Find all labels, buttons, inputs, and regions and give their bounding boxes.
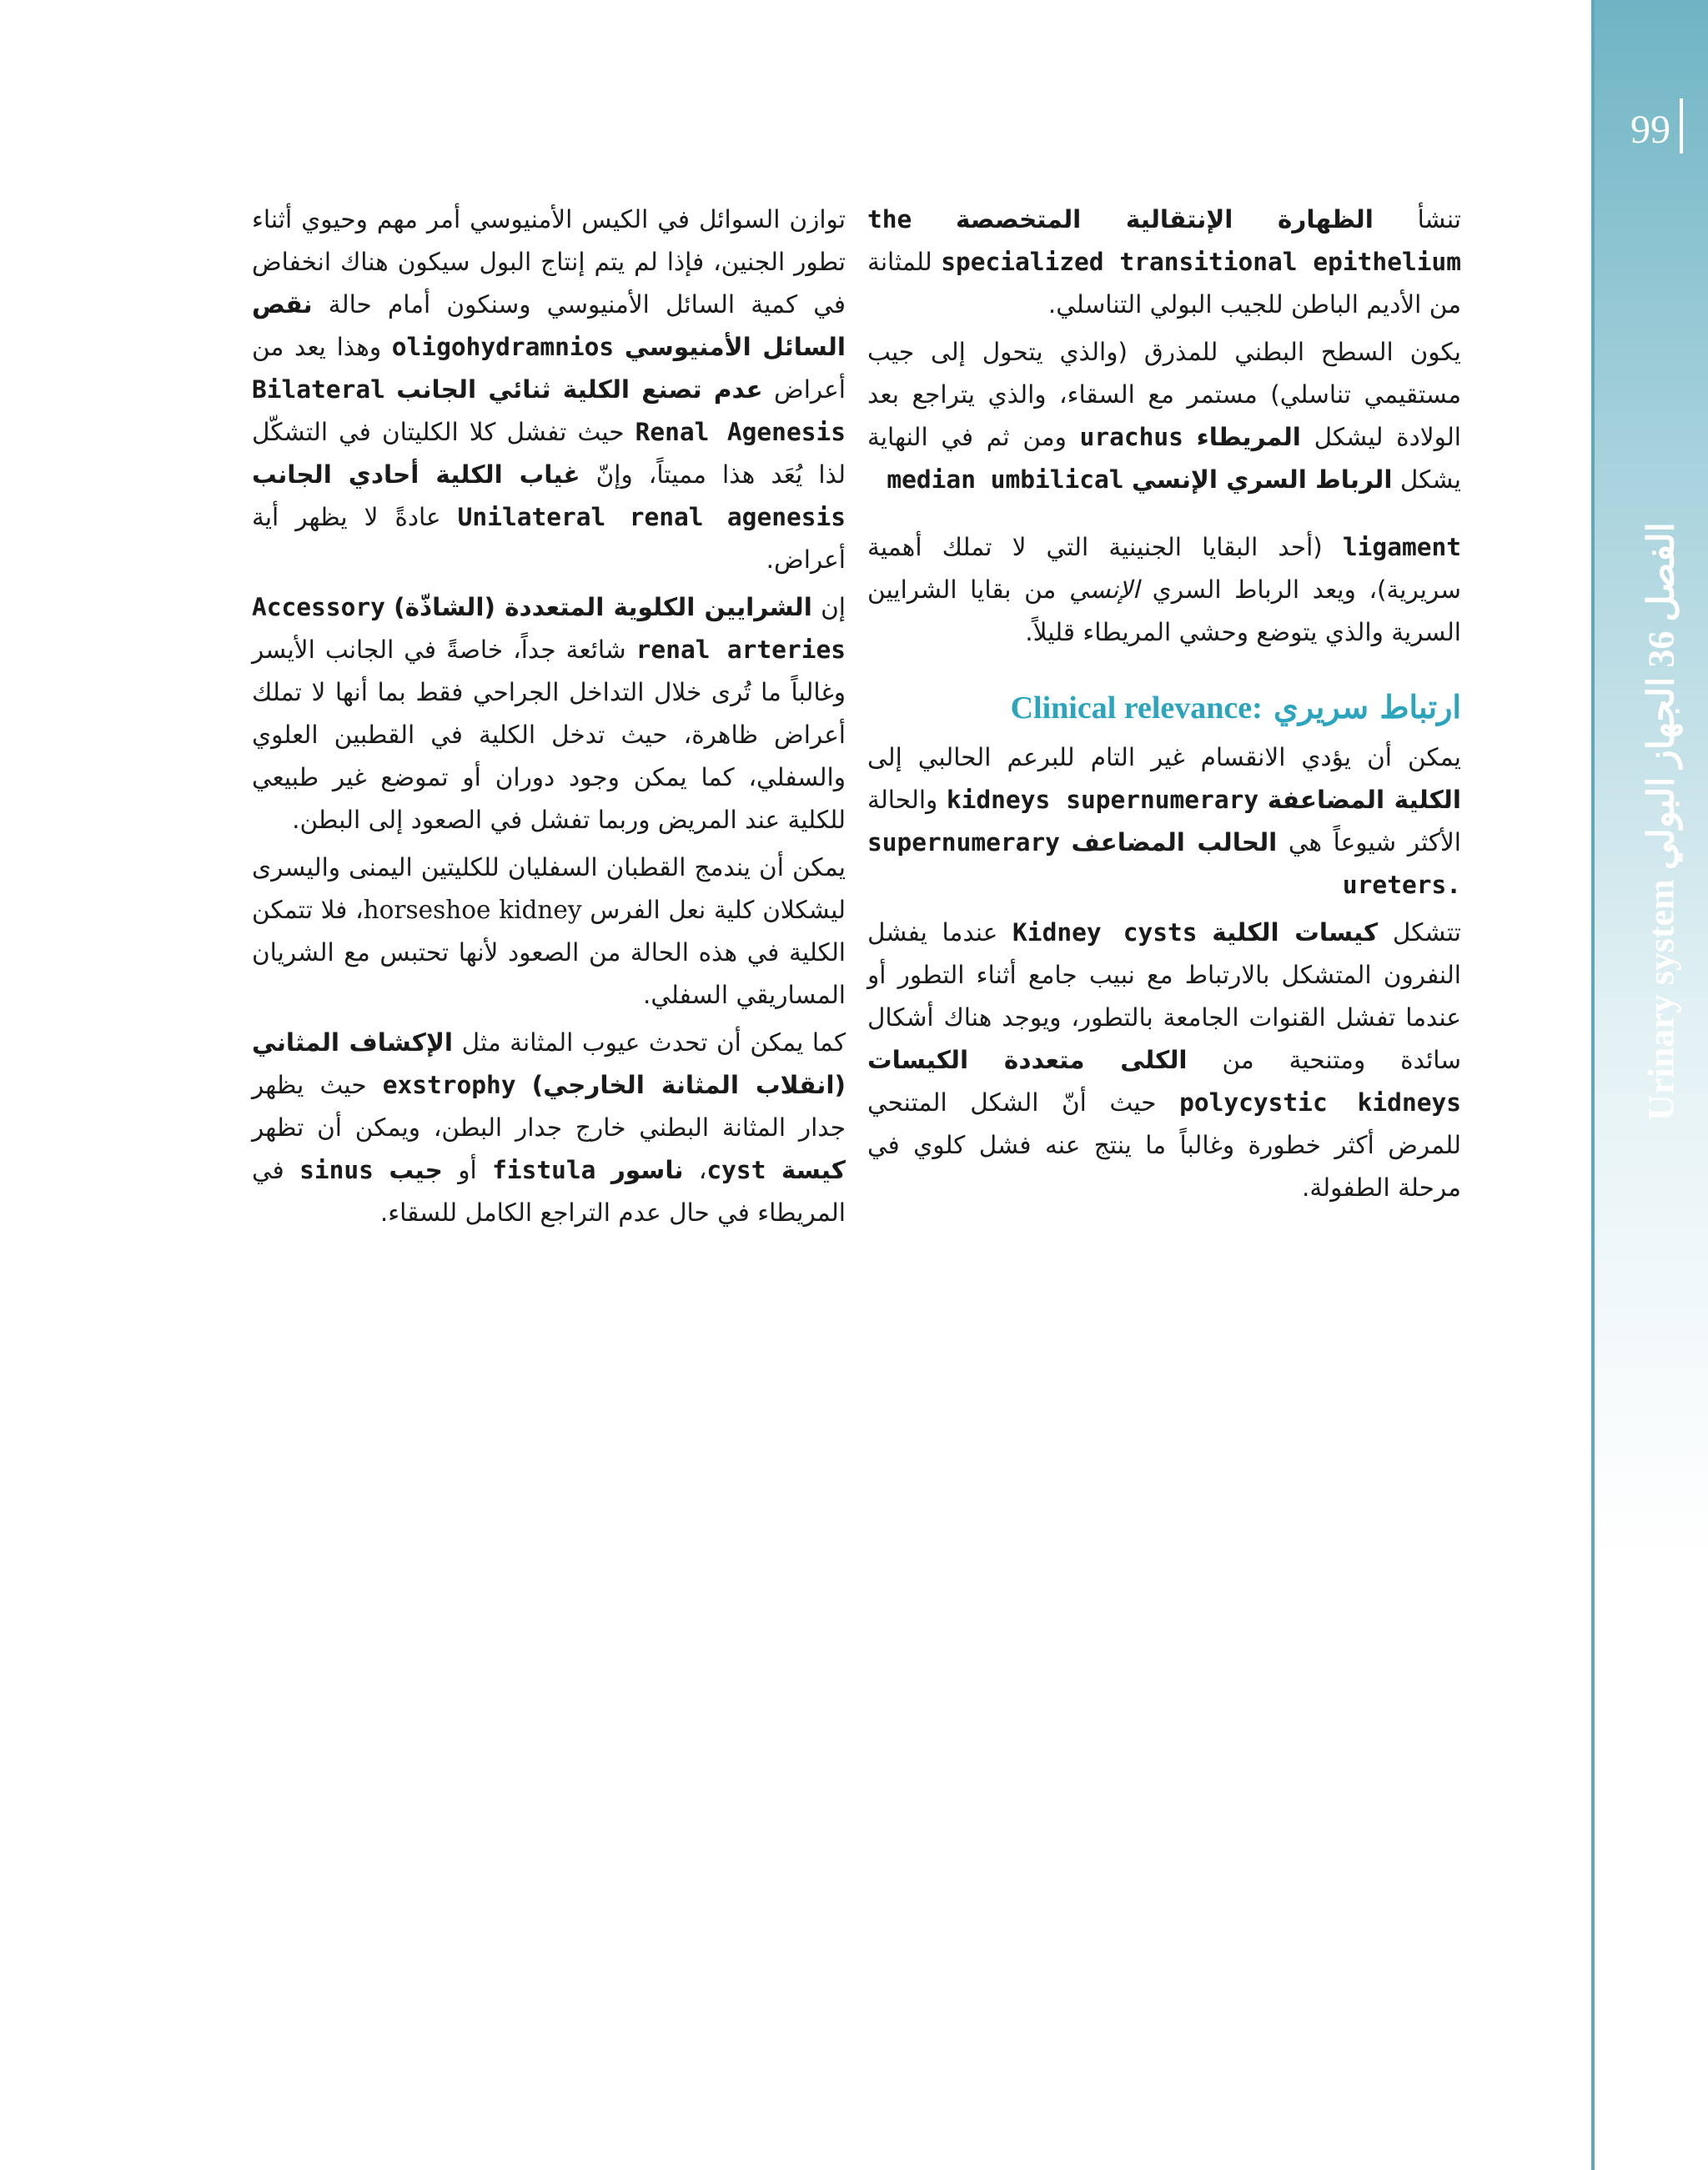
paragraph-amniotic-fluid: توازن السوائل في الكيس الأمنيوسي أمر مهم وحيوي أثناء تطور الجنين، فإذا لم يتم إنتاج البول سيكون هناك انخفاض في كمية السائل الأمنيوسي وسنكون أمام حالة نقص السائل الأمنيوسي oligohydramnios وهذا يعد من أعراض عدم تصنع الكلية ثنائي الجانب Bilateral Renal Agenesis حيث تفشل كلا الكليتان في التشكّل لذا يُعَد هذا مميتاً، وإنّ غياب الكلية أحادي الجانب Unilateral renal agenesis عادةً لا يظهر أية أعراض.	[252, 205, 846, 574]
paragraph-supernumerary: يمكن أن يؤدي الانقسام غير التام للبرعم الحالبي إلى الكلية المضاعفة kidneys supernumerary والحالة الأكثر شيوعاً هي الحالب المضاعف supernumerary ureters.	[867, 743, 1461, 899]
paragraph-transitional-epithelium: تنشأ الظهارة الإنتقالية المتخصصة the specialized transitional epithelium للمثانة من الأديم الباطن للجيب البولي التناسلي.	[867, 205, 1461, 319]
page-number: 99	[1630, 108, 1670, 152]
paragraph-bladder-defects: كما يمكن أن تحدث عيوب المثانة مثل الإكشاف المثاني (انقلاب المثانة الخارجي) exstrophy حيث يظهر جدار المثانة البطني خارج جدار البطن، ويمكن أن تظهر كيسة cyst، ناسور fistula أو جيب sinus في المريطاء في حال عدم التراجع الكامل للسقاء.	[252, 1028, 846, 1227]
paragraph-ligament: ligament (أحد البقايا الجنينية التي لا تملك أهمية سريرية)، ويعد الرباط السري الإنسي من بقايا الشرايين السرية والذي يتوضع وحشي المريطاء قليلاً.	[867, 533, 1461, 646]
chapter-title-english: Urinary system	[1640, 879, 1682, 1121]
left-column	[252, 198, 846, 1239]
section-heading-clinical-relevance: ارتباط سريري Clinical relevance:	[1010, 688, 1461, 726]
paragraph-horseshoe-kidney: يمكن أن يندمج القطبان السفليان للكليتين اليمنى واليسرى ليشكلان كلية نعل الفرس horseshoe kidney، فلا تتمكن الكلية في هذه الحالة من الصعود لأنها تحتبس مع الشريان المساريقي السفلي.	[252, 853, 846, 1009]
paragraph-gap	[867, 506, 1461, 526]
paragraph-accessory-arteries: إن الشرايين الكلوية المتعددة (الشاذّة) Accessory renal arteries شائعة جداً، خاصةً في الجانب الأيسر وغالباً ما تُرى خلال التداخل الجراحي فقط بما أنها لا تملك أعراض ظاهرة، حيث تدخل الكلية في القطبين العلوي والسفلي، كما يمكن وجود دوران أو تموضع غير طبيعي للكلية عند المريض وربما تفشل في الصعود إلى البطن.	[252, 593, 846, 834]
chapter-title	[1640, 522, 1683, 1121]
chapter-title-arabic: الفصل 36 الجهاز البولي	[1640, 522, 1682, 871]
page-number-divider	[1680, 98, 1683, 153]
paragraph-urachus: يكون السطح البطني للمذرق (والذي يتحول إلى جيب مستقيمي تناسلي) مستمر مع السقاء، والذي يتراجع بعد الولادة ليشكل المريطاء urachus ومن ثم في النهاية يشكل الرباط السري الإنسي median umbilical	[867, 338, 1461, 494]
right-column	[867, 198, 1461, 1214]
paragraph-kidney-cysts: تتشكل كيسات الكلية Kidney cysts عندما يفشل النفرون المتشكل بالارتباط مع نبيب جامع أثناء التطور أو عندما تفشل القنوات الجامعة بالتطور، ويوجد هناك أشكال سائدة ومتنحية من الكلى متعددة الكيسات polycystic kidneys حيث أنّ الشكل المتنحي للمرض أكثر خطورة وغالباً ما ينتج عنه فشل كلوي في مرحلة الطفولة.	[867, 918, 1462, 1202]
